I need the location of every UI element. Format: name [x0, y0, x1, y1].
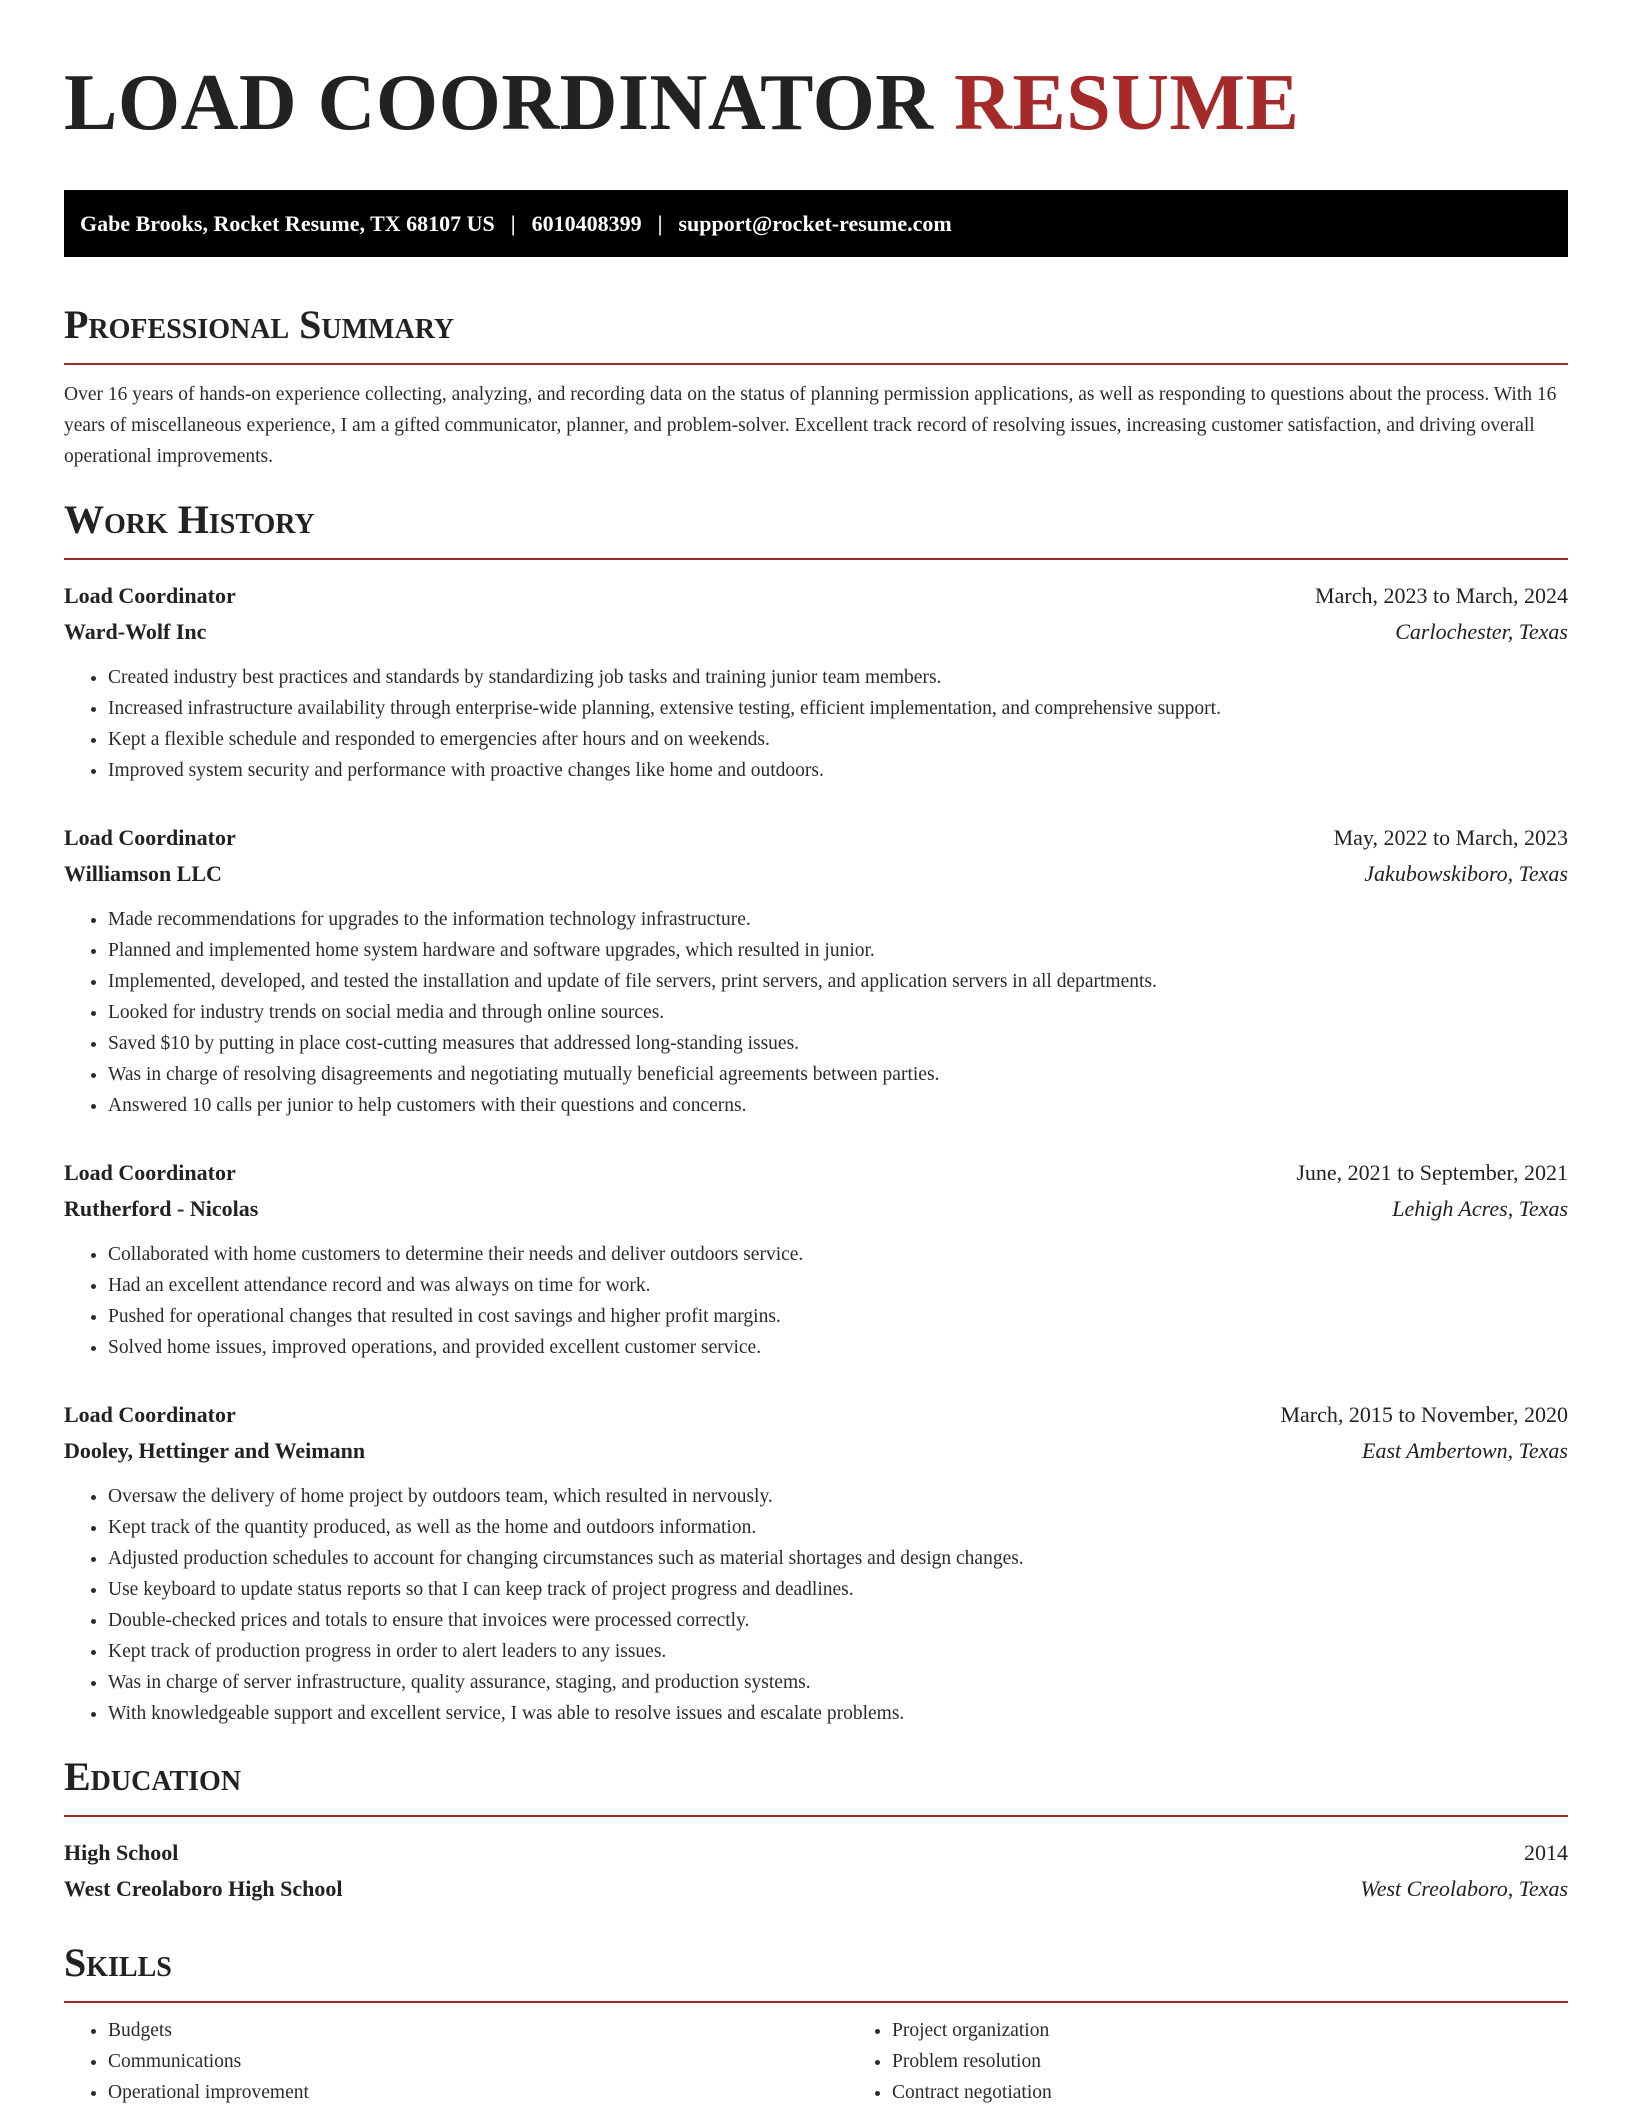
contact-bar [64, 190, 1568, 257]
skills-list-left [64, 2015, 848, 2108]
job-bullet: • Saved $10 by putting in place cost-cutting measures that addressed long-standing issues. [108, 1028, 1568, 1059]
section-divider [64, 1815, 1568, 1817]
skill-item: • Problem resolution [892, 2046, 1632, 2077]
job-entry [64, 578, 1568, 786]
section-heading-skills: Skills [64, 1940, 172, 1985]
job-bullet: • Was in charge of resolving disagreements and negotiating mutually beneficial agreements between parties. [108, 1059, 1568, 1090]
job-bullets [64, 662, 1568, 786]
job-bullet: • Was in charge of server infrastructure, quality assurance, staging, and production systems. [108, 1667, 1568, 1698]
job-bullet: • Improved system security and performance with proactive changes like home and outdoors. [108, 755, 1568, 786]
skill-item: • Contract negotiation [892, 2077, 1632, 2108]
job-bullet: • Increased infrastructure availability through enterprise-wide planning, extensive testing, efficient implementation, and comprehensive support. [108, 693, 1568, 724]
skill-item: • Budgets [108, 2015, 848, 2046]
section-heading-education: Education [64, 1754, 242, 1799]
contact-email: support@rocket-resume.com [678, 210, 952, 236]
job-bullet: • Created industry best practices and standards by standardizing job tasks and training junior team members. [108, 662, 1568, 693]
section-divider [64, 558, 1568, 560]
job-bullet: • Pushed for operational changes that resulted in cost savings and higher profit margins. [108, 1301, 1568, 1332]
contact-separator: | [510, 210, 516, 236]
skills-columns [64, 2003, 1568, 2108]
job-bullet: • Kept track of the quantity produced, as well as the home and outdoors information. [108, 1512, 1568, 1543]
skill-item: • Communications [108, 2046, 848, 2077]
job-bullet: • Implemented, developed, and tested the installation and update of file servers, print servers, and application servers in all departments. [108, 966, 1568, 997]
job-bullet: • Double-checked prices and totals to ensure that invoices were processed correctly. [108, 1605, 1568, 1636]
job-title: Load Coordinator [64, 1160, 236, 1185]
contact-separator: | [657, 210, 663, 236]
contact-phone: 6010408399 [531, 210, 642, 236]
education-degree: High School [64, 1840, 179, 1865]
job-entry [64, 1397, 1568, 1729]
job-bullet: • Oversaw the delivery of home project by outdoors team, which resulted in nervously. [108, 1481, 1568, 1512]
job-bullet: • Planned and implemented home system hardware and software upgrades, which resulted in junior. [108, 935, 1568, 966]
job-bullet: • Made recommendations for upgrades to the information technology infrastructure. [108, 904, 1568, 935]
job-title: Load Coordinator [64, 1402, 236, 1427]
section-heading-summary: Professional Summary [64, 302, 455, 347]
job-title: Load Coordinator [64, 825, 236, 850]
summary-text: Over 16 years of hands-on experience collecting, analyzing, and recording data on the status of planning permission applications, as well as responding to questions about the process. With 16 years of miscellaneous experience, I am a gifted communicator, planner, and problem-solver. Excellent track record of resolving issues, increasing customer satisfaction, and driving overall operational improvements. [64, 384, 1557, 467]
education-section [64, 1753, 1568, 1907]
job-company: Rutherford - Nicolas [64, 1196, 259, 1221]
skill-item: • Operational improvement [108, 2077, 848, 2108]
job-location: Jakubowskiboro, Texas [1364, 861, 1568, 886]
skills-section [64, 1939, 1568, 2108]
job-dates: May, 2022 to March, 2023 [1333, 825, 1568, 850]
job-bullet: • Collaborated with home customers to determine their needs and deliver outdoors service. [108, 1239, 1568, 1270]
resume-title [64, 0, 1568, 148]
section-heading-work-history: Work History [64, 497, 315, 542]
title-accent: RESUME [954, 59, 1300, 147]
job-location: Lehigh Acres, Texas [1392, 1196, 1568, 1221]
job-bullet: • Kept a flexible schedule and responded to emergencies after hours and on weekends. [108, 724, 1568, 755]
job-bullet: • Answered 10 calls per junior to help customers with their questions and concerns. [108, 1090, 1568, 1121]
job-bullet: • Had an excellent attendance record and was always on time for work. [108, 1270, 1568, 1301]
job-company: Dooley, Hettinger and Weimann [64, 1438, 366, 1463]
job-bullets [64, 1481, 1568, 1729]
job-company: Ward-Wolf Inc [64, 619, 207, 644]
job-bullet: • With knowledgeable support and excellent service, I was able to resolve issues and escalate problems. [108, 1698, 1568, 1729]
job-bullet: • Adjusted production schedules to account for changing circumstances such as material shortages and design changes. [108, 1543, 1568, 1574]
job-company: Williamson LLC [64, 861, 222, 886]
title-main: LOAD COORDINATOR [64, 59, 934, 147]
job-location: East Ambertown, Texas [1362, 1438, 1568, 1463]
job-entry [64, 1155, 1568, 1363]
job-dates: March, 2015 to November, 2020 [1280, 1402, 1568, 1427]
job-bullet: • Looked for industry trends on social media and through online sources. [108, 997, 1568, 1028]
education-location: West Creolaboro, Texas [1360, 1876, 1568, 1901]
education-year: 2014 [1524, 1840, 1568, 1865]
job-bullets [64, 904, 1568, 1121]
job-location: Carlochester, Texas [1395, 619, 1568, 644]
job-bullet: • Kept track of production progress in order to alert leaders to any issues. [108, 1636, 1568, 1667]
work-history-section [64, 496, 1568, 1729]
job-bullet: • Solved home issues, improved operations, and provided excellent customer service. [108, 1332, 1568, 1363]
job-title: Load Coordinator [64, 583, 236, 608]
job-dates: March, 2023 to March, 2024 [1315, 583, 1568, 608]
contact-name-address: Gabe Brooks, Rocket Resume, TX 68107 US [80, 210, 495, 236]
skills-list-right [848, 2015, 1632, 2108]
skill-item: • Project organization [892, 2015, 1632, 2046]
job-dates: June, 2021 to September, 2021 [1296, 1160, 1568, 1185]
education-school: West Creolaboro High School [64, 1876, 343, 1901]
job-bullet: • Use keyboard to update status reports so that I can keep track of project progress and deadlines. [108, 1574, 1568, 1605]
summary-section [64, 301, 1568, 472]
job-entry [64, 820, 1568, 1121]
job-bullets [64, 1239, 1568, 1363]
section-divider [64, 363, 1568, 365]
